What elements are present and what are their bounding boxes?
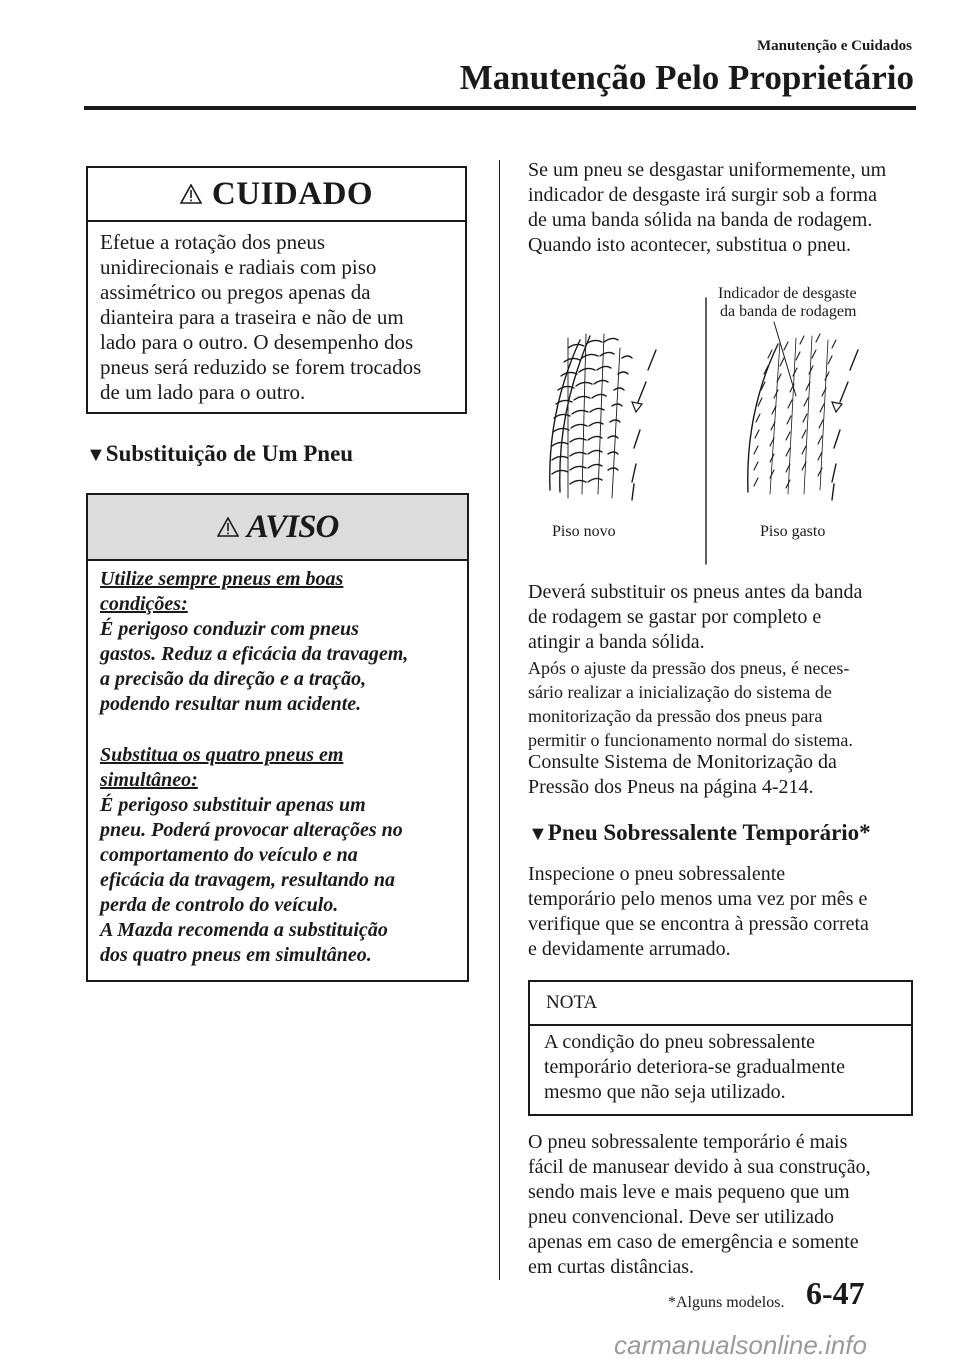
spare-info-line: em curtas distâncias. [528, 1256, 695, 1278]
warning-triangle-icon [217, 517, 239, 537]
warning-line: dos quatro pneus em simultâneo. [100, 944, 372, 966]
caution-box [86, 166, 467, 414]
header-rule [84, 106, 916, 110]
heading-spare-tire [528, 820, 871, 846]
chapter-title: Manutenção e Cuidados [756, 38, 912, 54]
tread-wear-illustration [528, 278, 916, 568]
caution-line: Efetue a rotação dos pneus [100, 230, 326, 254]
tpms-line: sário realizar a inicialização do sistema de [528, 682, 832, 702]
footnote: *Alguns modelos. [668, 1294, 785, 1311]
warning-title: AVISO [246, 508, 339, 545]
warning-text [100, 567, 462, 968]
caution-title: CUIDADO [211, 175, 374, 212]
heading-text: Pneu Sobressalente Temporário* [547, 820, 871, 845]
note-text [544, 1030, 904, 1105]
tread-wear-figure [528, 278, 916, 568]
replace-line: atingir a banda sólida. [528, 631, 705, 653]
spare-line: temporário pelo menos uma vez por mês e [528, 888, 868, 910]
intro-line: de uma banda sólida na banda de rodagem. [528, 209, 873, 231]
spare-line: e devidamente arrumado. [528, 938, 731, 960]
note-line: mesmo que não seja utilizado. [544, 1081, 786, 1103]
caution-text [100, 230, 460, 405]
warning-line: a precisão da direção e a tração, [100, 668, 367, 690]
warning-line: podendo resultar num acidente. [100, 693, 362, 715]
warning-line: É perigoso substituir apenas um [100, 794, 366, 816]
spare-info-line: fácil de manusear devido à sua construção, [528, 1156, 871, 1178]
consult-line: Consulte Sistema de Monitorização da [528, 751, 837, 773]
warning-header [88, 495, 467, 561]
tpms-line: Após o ajuste da pressão dos pneus, é neces- [528, 658, 850, 678]
new-tread-label: Piso novo [552, 523, 616, 540]
triangle-down-icon: ▼ [86, 444, 106, 466]
consult-paragraph [528, 750, 916, 800]
intro-line: indicador de desgaste irá surgir sob a forma [528, 184, 877, 206]
tpms-paragraph [528, 656, 916, 752]
spare-info-line: pneu convencional. Deve ser utilizado [528, 1206, 834, 1228]
worn-tread-label: Piso gasto [760, 523, 826, 540]
warning-line: É perigoso conduzir com pneus [100, 618, 359, 640]
warning-subheading-line: Substitua os quatro pneus em [100, 744, 344, 766]
warning-subheading-line: condições: [100, 593, 188, 615]
warning-line: pneu. Poderá provocar alterações no [100, 819, 403, 841]
note-header [530, 982, 911, 1026]
warning-triangle-icon [180, 184, 202, 204]
heading-text: Substituição de Um Pneu [105, 441, 354, 466]
indicator-label-line: da banda de rodagem [720, 303, 857, 320]
spare-info-line: O pneu sobressalente temporário é mais [528, 1131, 848, 1153]
note-line: A condição do pneu sobressalente [544, 1031, 816, 1053]
spare-line: Inspecione o pneu sobressalente [528, 863, 786, 885]
column-divider [499, 160, 500, 1280]
warning-subheading-line: simultâneo: [100, 769, 198, 791]
note-box [528, 980, 913, 1116]
caution-line: de um lado para o outro. [100, 380, 306, 404]
intro-paragraph [528, 158, 916, 258]
intro-line: Se um pneu se desgastar uniformemente, um [528, 159, 887, 181]
spare-line: verifique que se encontra à pressão correta [528, 913, 869, 935]
tpms-line: permitir o funcionamento normal do sistema. [528, 730, 853, 750]
warning-line: comportamento do veículo e na [100, 844, 358, 866]
warning-line: perda de controlo do veículo. [100, 894, 339, 916]
consult-line: Pressão dos Pneus na página 4-214. [528, 776, 814, 798]
replace-line: Deverá substituir os pneus antes da banda [528, 581, 863, 603]
caution-line: dianteira para a traseira e não de um [100, 305, 404, 329]
replace-paragraph [528, 580, 916, 655]
warning-line: A Mazda recomenda a substituição [100, 919, 388, 941]
warning-subheading-line: Utilize sempre pneus em boas [100, 568, 344, 590]
caution-line: assimétrico ou pregos apenas da [100, 280, 371, 304]
caution-line: lado para o outro. O desempenho dos [100, 330, 414, 354]
note-line: temporário deteriora-se gradualmente [544, 1056, 845, 1078]
spare-info-paragraph [528, 1130, 916, 1280]
caution-line: unidirecionais e radiais com piso [100, 255, 377, 279]
tpms-line: monitorização da pressão dos pneus para [528, 706, 823, 726]
caution-header [88, 168, 465, 222]
page-number: 6-47 [806, 1275, 865, 1311]
indicator-label-line: Indicador de desgaste [718, 285, 857, 302]
triangle-down-icon: ▼ [528, 823, 548, 845]
intro-line: Quando isto acontecer, substitua o pneu. [528, 234, 852, 256]
spare-info-line: sendo mais leve e mais pequeno que um [528, 1181, 850, 1203]
warning-line: eficácia da travagem, resultando na [100, 869, 395, 891]
watermark: carmanualsonline.info [614, 1330, 867, 1360]
section-title: Manutenção Pelo Proprietário [459, 58, 914, 97]
warning-line: gastos. Reduz a eficácia da travagem, [100, 643, 409, 665]
caution-line: pneus será reduzido se forem trocados [100, 355, 422, 379]
note-title: NOTA [546, 992, 598, 1013]
spare-info-line: apenas em caso de emergência e somente [528, 1231, 859, 1253]
replace-line: de rodagem se gastar por completo e [528, 606, 822, 628]
spare-paragraph [528, 862, 916, 962]
warning-box [86, 493, 469, 982]
heading-tire-replacement [86, 441, 353, 467]
